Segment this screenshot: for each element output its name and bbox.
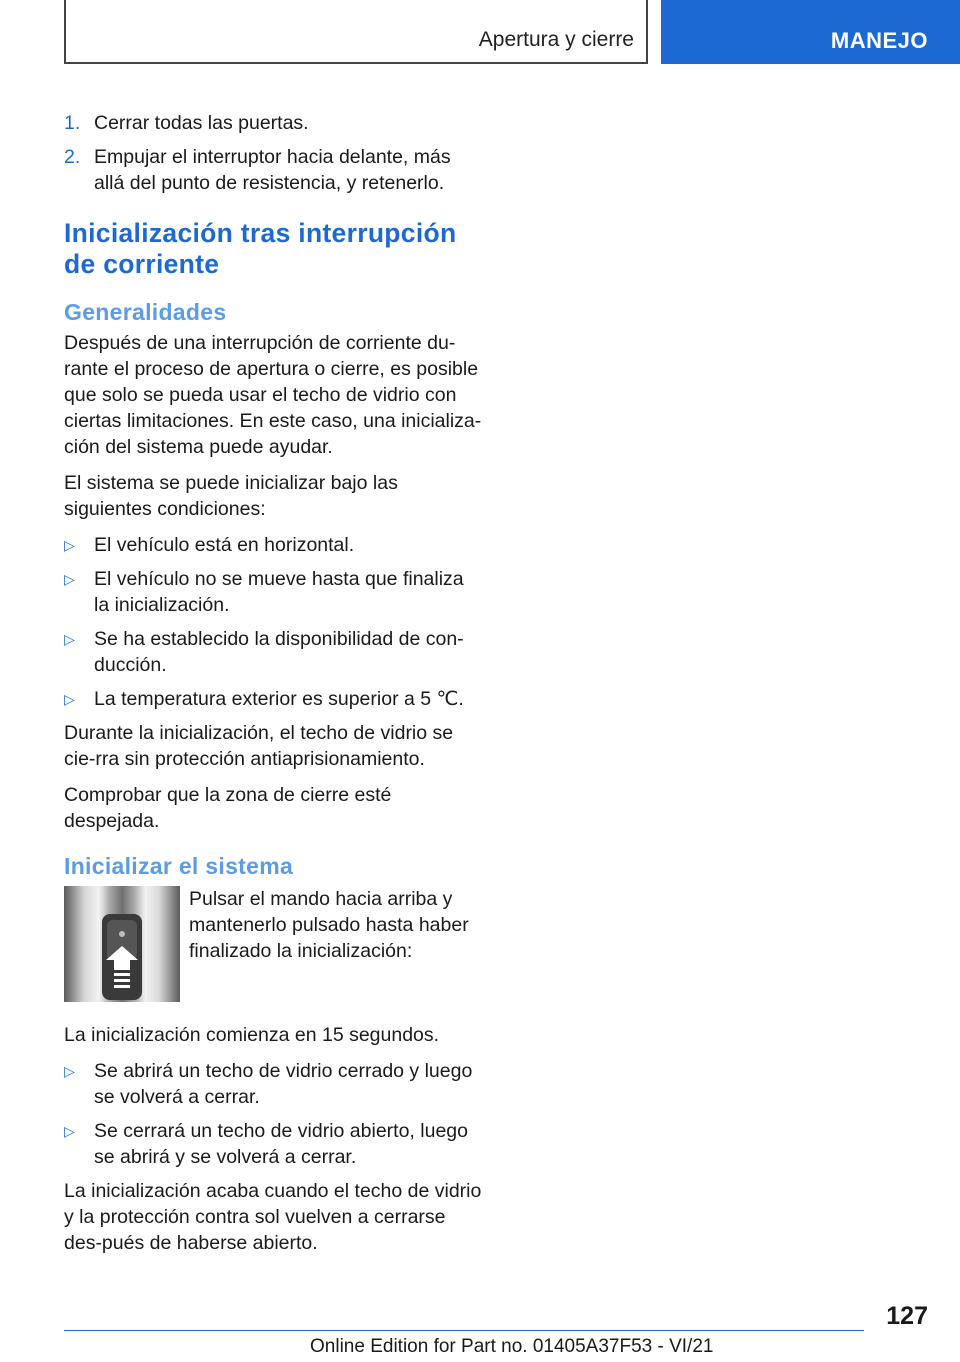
footer-divider	[64, 1330, 864, 1331]
list-item	[64, 626, 482, 678]
list-item-text: Se cerrará un techo de vidrio abierto, luego se abrirá y se volverá a cerrar.	[94, 1120, 468, 1168]
step-text: Empujar el interruptor hacia delante, más allá del punto de resistencia, y retenerlo.	[94, 146, 451, 194]
list-item-text: Se abrirá un techo de vidrio cerrado y luego se volverá a cerrar.	[94, 1060, 473, 1108]
triangle-bullet-icon: ▷	[64, 1063, 75, 1079]
header-chapter-tab	[661, 0, 960, 64]
paragraph: Durante la inicialización, el techo de vidrio se cie-rra sin protección antiaprisionamiento.	[64, 722, 454, 770]
step-number: 1.	[64, 112, 81, 134]
list-item	[64, 532, 482, 558]
list-item-text: El vehículo está en horizontal.	[94, 534, 355, 556]
figure-row	[64, 886, 482, 1004]
section-heading: Inicialización tras interrupción de corriente	[64, 218, 457, 279]
step-item	[64, 110, 482, 136]
figure-caption: Pulsar el mando hacia arriba y mantenerlo pulsado hasta haber finalizado la inicialización:	[189, 888, 469, 962]
list-item-text: La temperatura exterior es superior a 5 ℃.	[94, 688, 464, 710]
paragraph: Comprobar que la zona de cierre esté despejada.	[64, 784, 392, 832]
triangle-bullet-icon: ▷	[64, 1123, 75, 1139]
header-section-box	[64, 0, 648, 64]
triangle-bullet-icon: ▷	[64, 631, 75, 647]
triangle-bullet-icon: ▷	[64, 691, 75, 707]
list-item-text: Se ha establecido la disponibilidad de con-ducción.	[94, 628, 464, 676]
step-item	[64, 144, 482, 196]
subsection-heading-generalidades: Generalidades	[64, 299, 227, 325]
list-item	[64, 1058, 482, 1110]
header-section-title: Apertura y cierre	[478, 28, 634, 51]
paragraph: La inicialización acaba cuando el techo de vidrio y la protección contra sol vuelven a cerrarse des-pués de haberse abierto.	[64, 1180, 482, 1254]
roof-switch-illustration	[64, 886, 180, 1002]
list-item	[64, 1118, 482, 1170]
page-content	[64, 110, 482, 1266]
roof-switch-icon	[64, 886, 180, 1002]
triangle-bullet-icon: ▷	[64, 571, 75, 587]
page-number: 127	[886, 1302, 928, 1330]
paragraph: La inicialización comienza en 15 segundos.	[64, 1024, 440, 1046]
footer-edition: Online Edition for Part no. 01405A37F53 - VI/21	[310, 1336, 714, 1357]
list-item	[64, 566, 482, 618]
subsection-heading-inicializar: Inicializar el sistema	[64, 853, 294, 879]
list-item-text: El vehículo no se mueve hasta que finaliza la inicialización.	[94, 568, 464, 616]
paragraph: El sistema se puede inicializar bajo las siguientes condiciones:	[64, 472, 398, 520]
triangle-bullet-icon: ▷	[64, 537, 75, 553]
header-chapter-title: MANEJO	[830, 28, 928, 53]
list-item	[64, 686, 482, 712]
step-number: 2.	[64, 146, 81, 168]
paragraph: Después de una interrupción de corriente du-rante el proceso de apertura o cierre, es posible que solo se pueda usar el techo de vidrio con ciertas limitaciones. En este caso, una inicializa-ción del sistema puede ayudar.	[64, 332, 482, 458]
step-text: Cerrar todas las puertas.	[94, 112, 309, 134]
